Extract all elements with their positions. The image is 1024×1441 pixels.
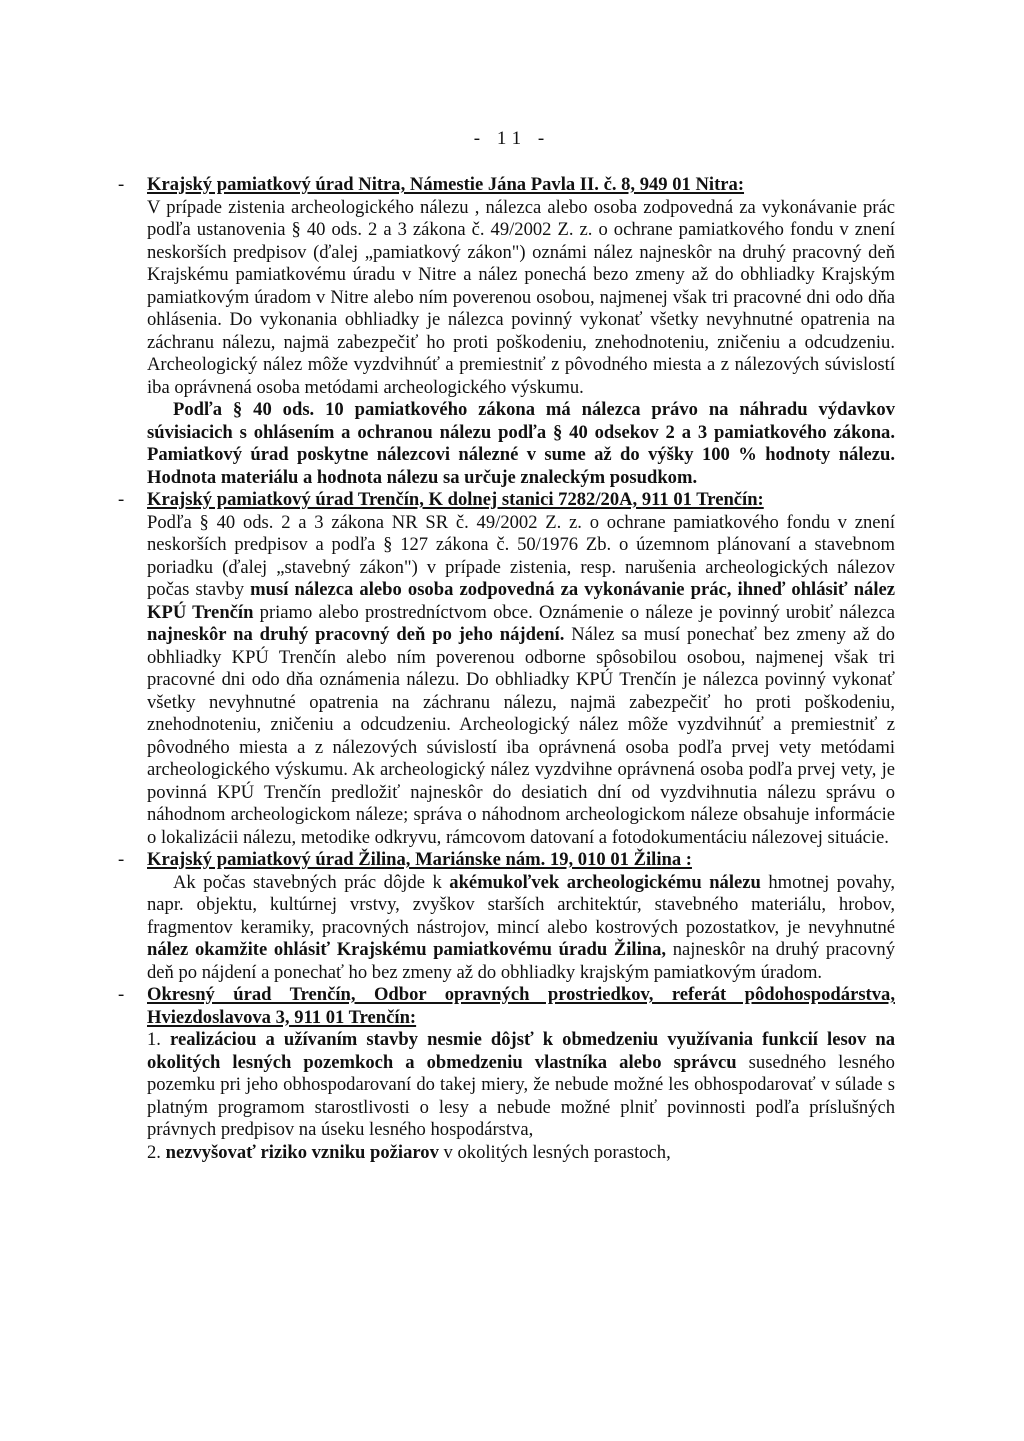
bold-run: musí nálezca alebo osoba zodpovedná za vykonávanie prác, ihneď ohlásiť nález KPÚ Trenčín (147, 579, 896, 623)
bullet-dash: - (118, 174, 125, 195)
text-run: v okolitých lesných porastoch, (443, 1141, 671, 1163)
section-okresny-urad (118, 984, 896, 1164)
text-run: Ak počas stavebných prác dôjde k (173, 871, 442, 893)
section-heading-trencin: Krajský pamiatkový úrad Trenčín, K dolnej stanici 7282/20A, 911 01 Trenčín: (147, 489, 764, 510)
list-number: 2. (147, 1141, 161, 1163)
bold-run: najneskôr na druhý pracovný deň po jeho nájdení. (147, 624, 565, 645)
page-number: - 11 - (473, 128, 551, 149)
section-kpu-trencin (118, 489, 896, 849)
text-run: susedného lesného pozemku pri jeho obhospodarovaní do takej miery, že nebude možné les obhospodarovať v súlade s platným programom starostlivosti o lesy a nebude možné plniť povinnosti podľa príslušných právnych predpisov na úseku lesného hospodárstva, (147, 1051, 895, 1140)
text-run: najneskôr na druhý pracovný deň po nájdení a ponechať ho bez zmeny až do obhliadky krajským pamiatkovým úradom. (147, 939, 895, 983)
bullet-dash: - (118, 849, 125, 870)
list-item (147, 1142, 895, 1165)
text-run: hmotnej povahy, napr. objektu, kultúrnej vrstvy, zvyškov starších architektúr, stavebného materiálu, hrobov, fragmentov keramiky, pracovných nástrojov, mincí alebo kostrových pozostatkov, je nevyhnutné (147, 871, 895, 938)
section-kpu-zilina (118, 849, 895, 984)
bold-run: realizáciou a užívaním stavby nesmie dôjsť k obmedzeniu využívania funkcií lesov na okolitých lesných pozemkoch a obmedzeniu vlastníka alebo správcu (147, 1029, 896, 1073)
section-heading-zilina: Krajský pamiatkový úrad Žilina, Mariánske nám. 19, 010 01 Žilina : (147, 849, 692, 870)
list-number: 1. (147, 1029, 161, 1050)
paragraph-trencin (147, 512, 895, 850)
list-item (147, 1029, 895, 1142)
text-run: Nález sa musí ponechať bez zmeny až do obhliadky KPÚ Trenčín alebo ním poverenou odborne spôsobilou osobou, najmenej však tri pracovné dni odo dňa oznámenia nálezu. Do obhliadky KPÚ Trenčín je nálezca povinný vykonať všetky nevyhnutné opatrenia na záchranu nálezu, najmä zabezpečiť ho proti poškodeniu, znehodnoteniu, zničeniu a odcudzeniu. Archeologický nález môže vyzdvihnúť a premiestniť z pôvodného miesta a z nálezových súvislostí iba oprávnená osoba podľa prvej vety metódami archeologického výskumu. Ak archeologický nález vyzdvihne oprávnená osoba podľa prvej vety, je povinná KPÚ Trenčín predložiť najneskôr do desiatich dní od vyzdvihnutia nálezu správu o náhodnom archeologickom náleze; správa o náhodnom archeologickom náleze obsahuje informácie o lokalizácii nálezu, metodike odkryvu, rámcovom datovaní a fotodokumentáciu nálezovej situácie. (147, 624, 895, 848)
document-body (118, 174, 896, 1164)
bullet-dash: - (118, 489, 125, 510)
section-heading-nitra: Krajský pamiatkový úrad Nitra, Námestie Jána Pavla II. č. 8, 949 01 Nitra: (147, 174, 745, 195)
text-run: priamo alebo prostredníctvom obce. Oznámenie o náleze je povinný urobiť nálezca (259, 601, 896, 623)
bold-run: nezvyšovať riziko vzniku požiarov (165, 1141, 439, 1163)
text-run: Podľa § 40 ods. 2 a 3 zákona NR SR č. 49/2002 Z. z. o ochrane pamiatkového fondu v znení neskorších predpisov a podľa § 127 zákona č. 50/1976 Zb. o územnom plánovaní a stavebnom poriadku (ďalej „stavebný zákon") v prípade zistenia, resp. narušenia archeologických nálezov počas stavby (147, 511, 895, 600)
section-kpu-nitra (118, 174, 895, 489)
paragraph-nitra-compensation: Podľa § 40 ods. 10 pamiatkového zákona má nálezca právo na náhradu výdavkov súvisiacich s ohlásením a ochranou nálezu podľa § 40 odsekov 2 a 3 pamiatkového zákona. Pamiatkový úrad poskytne nálezcovi nálezné v sume až do výšky 100 % hodnoty nálezu. Hodnota materiálu a hodnota nálezu sa určuje znaleckým posudkom. (147, 399, 895, 488)
section-heading-okresny: Okresný úrad Trenčín, Odbor opravných prostriedkov, referát pôdohospodárstva, Hviezdoslavova 3, 911 01 Trenčín: (147, 984, 895, 1028)
paragraph-zilina (147, 872, 895, 985)
bold-run: akémukoľvek archeologickému nálezu (449, 871, 761, 893)
paragraph-nitra-notice: V prípade zistenia archeologického nálezu , nálezca alebo osoba zodpovedná za vykonávanie prác podľa ustanovenia § 40 ods. 2 a 3 zákona č. 49/2002 Z. z. o ochrane pamiatkového fondu v znení neskorších predpisov (ďalej „pamiatkový zákon") oznámi nález najneskôr na druhý pracovný deň Krajskému pamiatkovému úradu v Nitre a nález ponechá bezo zmeny až do obhliadky Krajským pamiatkovým úradom v Nitre alebo ním poverenou osobou, najmenej však tri pracovné dni odo dňa ohlásenia. Do vykonania obhliadky je nálezca povinný vykonať všetky nevyhnutné opatrenia na záchranu nálezu, najmä zabezpečiť ho proti poškodeniu, znehodnoteniu, zničeniu a odcudzeniu. Archeologický nález môže vyzdvihnúť a premiestniť z pôvodného miesta a z nálezových súvislostí iba oprávnená osoba metódami archeologického výskumu. (147, 196, 895, 398)
bold-run: nález okamžite ohlásiť Krajskému pamiatkovému úradu Žilina, (147, 939, 667, 960)
bullet-dash: - (118, 984, 125, 1005)
